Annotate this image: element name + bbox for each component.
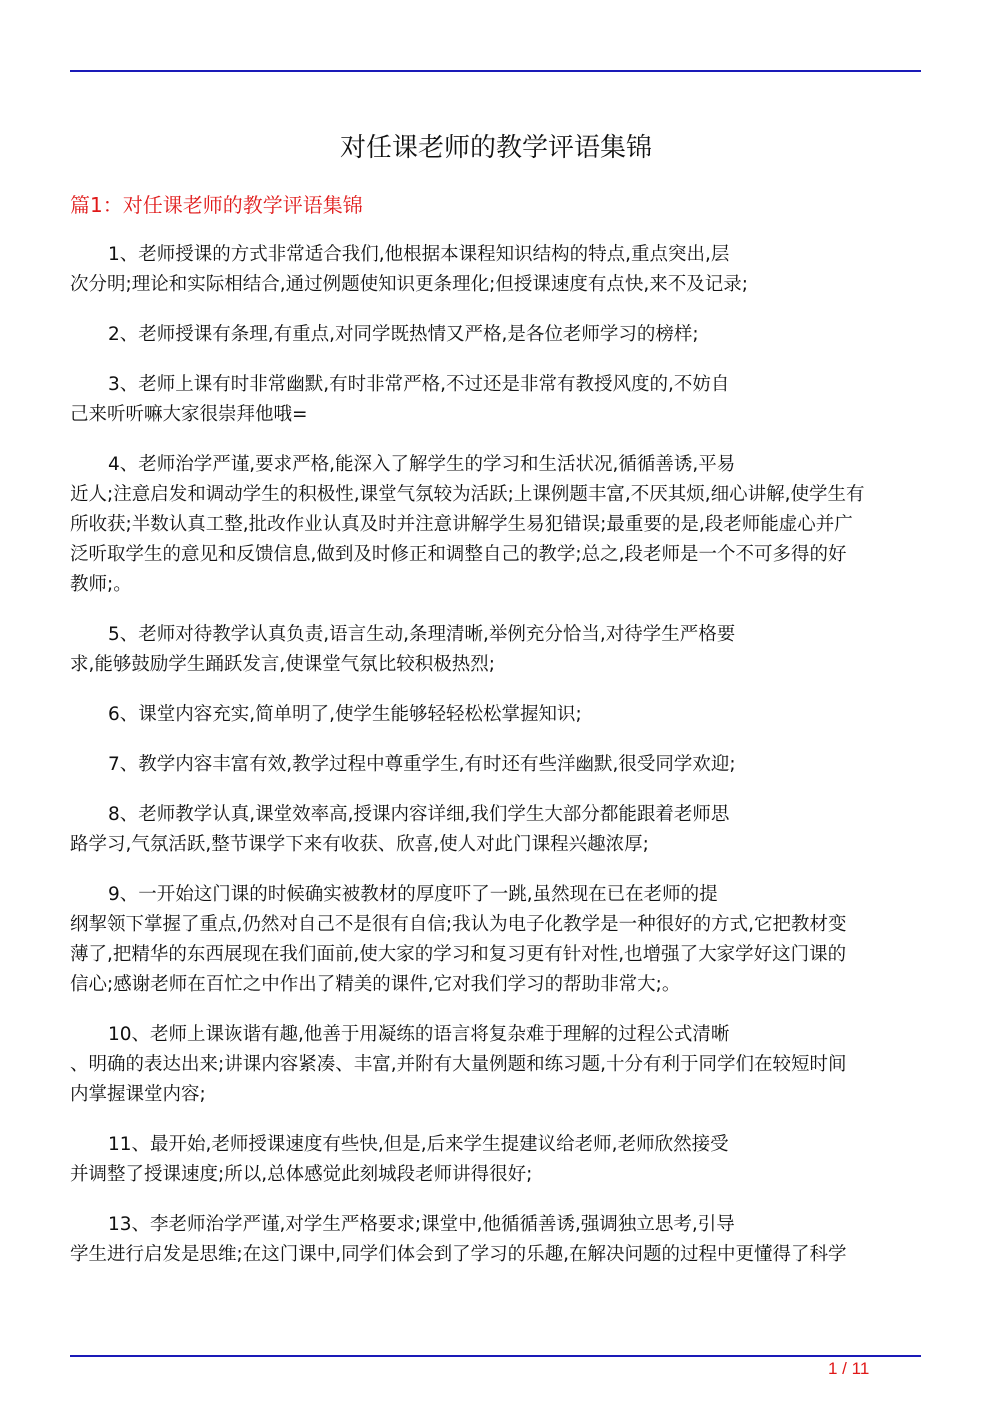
paragraph-line: 学生进行启发是思维;在这门课中,同学们体会到了学习的乐趣,在解决问题的过程中更懂得了科学 — [70, 1244, 847, 1265]
comment-paragraph — [70, 1210, 930, 1270]
paragraph-line: 6、课堂内容充实,简单明了,使学生能够轻轻松松掌握知识; — [108, 704, 582, 725]
paragraph-line: 10、老师上课诙谐有趣,他善于用凝练的语言将复杂难于理解的过程公式清晰 — [108, 1024, 730, 1045]
comment-paragraph — [70, 1020, 930, 1110]
paragraph-line: 2、老师授课有条理,有重点,对同学既热情又严格,是各位老师学习的榜样; — [108, 324, 699, 345]
paragraph-line: 次分明;理论和实际相结合,通过例题使知识更条理化;但授课速度有点快,来不及记录; — [70, 274, 748, 295]
paragraph-line: 近人;注意启发和调动学生的积极性,课堂气氛较为活跃;上课例题丰富,不厌其烦,细心讲解,使学生有 — [70, 484, 865, 505]
footer-rule — [70, 1355, 921, 1357]
paragraph-line: 3、老师上课有时非常幽默,有时非常严格,不过还是非常有教授风度的,不妨自 — [108, 374, 730, 395]
comment-paragraph — [70, 700, 930, 730]
paragraph-line: 5、老师对待教学认真负责,语言生动,条理清晰,举例充分恰当,对待学生严格要 — [108, 624, 736, 645]
paragraph-line: 所收获;半数认真工整,批改作业认真及时并注意讲解学生易犯错误;最重要的是,段老师能虚心并广 — [70, 514, 853, 535]
comment-paragraph — [70, 880, 930, 1000]
paragraph-line: 并调整了授课速度;所以,总体感觉此刻城段老师讲得很好; — [70, 1164, 533, 1185]
comment-paragraph — [70, 1130, 930, 1190]
document-title: 对任课老师的教学评语集锦 — [339, 133, 652, 163]
page-number: 1 / 11 — [828, 1359, 870, 1378]
comment-paragraph — [70, 240, 930, 300]
paragraph-line: 信心;感谢老师在百忙之中作出了精美的课件,它对我们学习的帮助非常大;。 — [70, 974, 681, 995]
paragraph-line: 9、一开始这门课的时候确实被教材的厚度吓了一跳,虽然现在已在老师的提 — [108, 884, 718, 905]
paragraph-line: 教师;。 — [70, 574, 132, 595]
paragraph-line: 8、老师教学认真,课堂效率高,授课内容详细,我们学生大部分都能跟着老师思 — [108, 804, 730, 825]
comment-paragraph — [70, 450, 930, 600]
paragraph-line: 路学习,气氛活跃,整节课学下来有收获、欣喜,使人对此门课程兴趣浓厚; — [70, 834, 649, 855]
comment-paragraph — [70, 800, 930, 860]
comment-paragraph — [70, 750, 930, 780]
paragraph-line: 纲挈领下掌握了重点,仍然对自己不是很有自信;我认为电子化教学是一种很好的方式,它把教材变 — [70, 914, 847, 935]
paragraph-line: 1、老师授课的方式非常适合我们,他根据本课程知识结构的特点,重点突出,层 — [108, 244, 730, 265]
paragraph-line: 13、李老师治学严谨,对学生严格要求;课堂中,他循循善诱,强调独立思考,引导 — [108, 1214, 735, 1235]
document-body — [70, 240, 930, 1290]
section-heading: 篇1：对任课老师的教学评语集锦 — [70, 193, 363, 217]
paragraph-line: 薄了,把精华的东西展现在我们面前,使大家的学习和复习更有针对性,也增强了大家学好这门课的 — [70, 944, 847, 965]
paragraph-line: 内掌握课堂内容; — [70, 1084, 206, 1105]
paragraph-line: 11、最开始,老师授课速度有些快,但是,后来学生提建议给老师,老师欣然接受 — [108, 1134, 729, 1155]
comment-paragraph — [70, 620, 930, 680]
comment-paragraph — [70, 370, 930, 430]
header-rule — [70, 70, 921, 72]
paragraph-line: 7、教学内容丰富有效,教学过程中尊重学生,有时还有些洋幽默,很受同学欢迎; — [108, 754, 736, 775]
paragraph-line: 求,能够鼓励学生踊跃发言,使课堂气氛比较积极热烈; — [70, 654, 495, 675]
paragraph-line: 泛听取学生的意见和反馈信息,做到及时修正和调整自己的教学;总之,段老师是一个不可多得的好 — [70, 544, 847, 565]
paragraph-line: 4、老师治学严谨,要求严格,能深入了解学生的学习和生活状况,循循善诱,平易 — [108, 454, 736, 475]
comment-paragraph — [70, 320, 930, 350]
paragraph-line: 、明确的表达出来;讲课内容紧凑、丰富,并附有大量例题和练习题,十分有利于同学们在较短时间 — [70, 1054, 847, 1075]
paragraph-line: 己来听听嘛大家很崇拜他哦= — [70, 404, 308, 425]
